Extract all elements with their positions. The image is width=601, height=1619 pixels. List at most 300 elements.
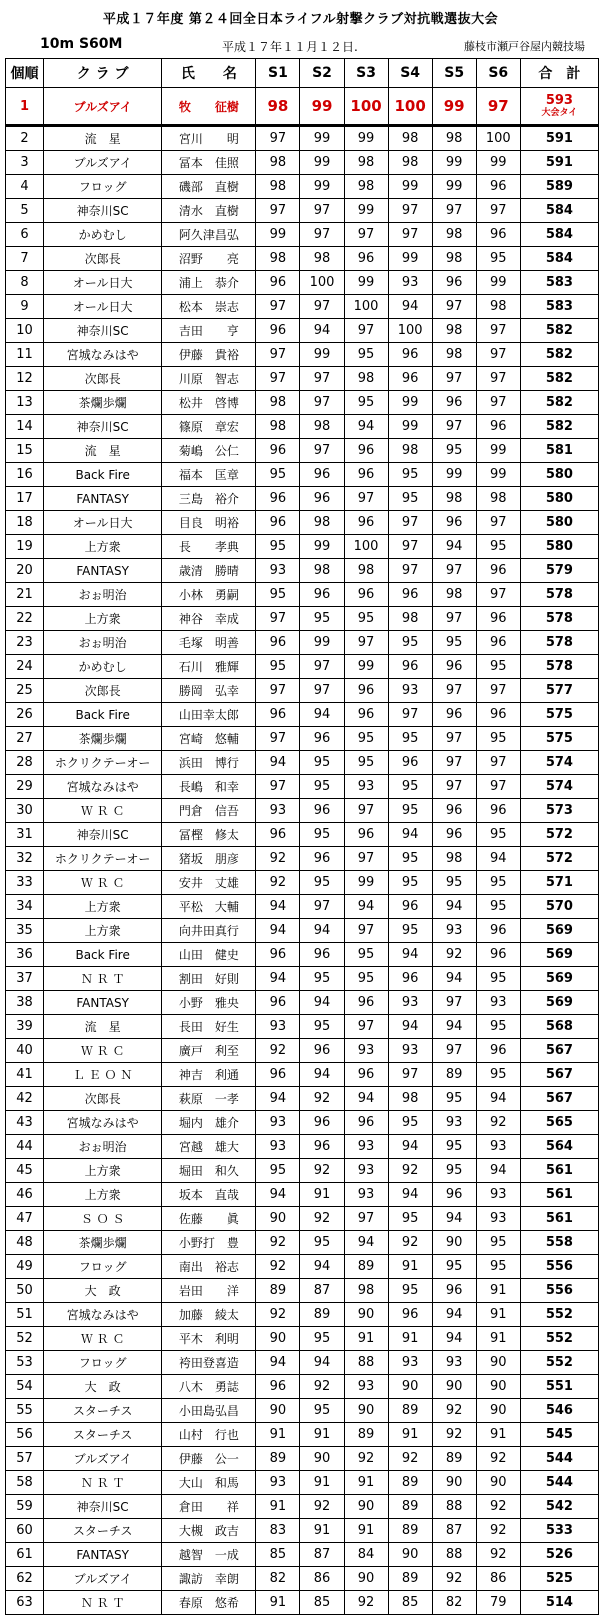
score-s5: 95 (432, 1255, 476, 1279)
score-s5: 99 (432, 175, 476, 199)
table-row (6, 631, 599, 655)
score-s2: 89 (300, 1303, 344, 1327)
table-row (6, 1135, 599, 1159)
score-s3: 99 (344, 655, 388, 679)
table-row (6, 919, 599, 943)
total-cell: 542 (520, 1495, 598, 1519)
rank-cell: 33 (6, 871, 44, 895)
name-cell: 吉田 亨 (162, 319, 256, 343)
score-s1: 93 (256, 1135, 300, 1159)
club-cell: 神奈川SC (44, 415, 162, 439)
score-s4: 97 (388, 223, 432, 247)
table-row (6, 1519, 599, 1543)
score-s5: 93 (432, 1351, 476, 1375)
name-cell: 宮川 明 (162, 126, 256, 151)
score-s2: 91 (300, 1519, 344, 1543)
table-row (6, 511, 599, 535)
score-s3: 98 (344, 151, 388, 175)
club-cell: おぉ明治 (44, 583, 162, 607)
score-s6: 97 (476, 367, 520, 391)
club-cell: オール日大 (44, 271, 162, 295)
score-s6: 95 (476, 1015, 520, 1039)
club-cell: Ｗ Ｒ Ｃ (44, 871, 162, 895)
score-s5: 97 (432, 415, 476, 439)
rank-cell: 58 (6, 1471, 44, 1495)
score-s4: 99 (388, 247, 432, 271)
name-cell: 牧 征樹 (162, 88, 256, 126)
score-s2: 98 (300, 415, 344, 439)
total-cell: 552 (520, 1327, 598, 1351)
score-s1: 95 (256, 463, 300, 487)
name-cell: 大山 和馬 (162, 1471, 256, 1495)
score-s1: 89 (256, 1279, 300, 1303)
name-cell: 歳清 勝晴 (162, 559, 256, 583)
club-cell: Ｎ Ｒ Ｔ (44, 1591, 162, 1615)
rank-cell: 48 (6, 1231, 44, 1255)
score-s4: 97 (388, 703, 432, 727)
score-s3: 98 (344, 175, 388, 199)
rank-cell: 27 (6, 727, 44, 751)
club-cell: 上方衆 (44, 535, 162, 559)
total-cell: 591 (520, 126, 598, 151)
score-s5: 97 (432, 727, 476, 751)
score-s2: 94 (300, 919, 344, 943)
score-s6: 90 (476, 1375, 520, 1399)
score-s2: 97 (300, 367, 344, 391)
table-row (6, 1591, 599, 1615)
table-row (6, 751, 599, 775)
score-s2: 96 (300, 463, 344, 487)
col-header-s3: S3 (344, 59, 388, 88)
score-s5: 97 (432, 775, 476, 799)
score-s1: 96 (256, 487, 300, 511)
score-s4: 96 (388, 895, 432, 919)
score-s2: 96 (300, 799, 344, 823)
score-s6: 96 (476, 559, 520, 583)
table-row (6, 1255, 599, 1279)
rank-cell: 62 (6, 1567, 44, 1591)
club-cell: 次郎長 (44, 247, 162, 271)
score-s1: 92 (256, 1303, 300, 1327)
name-cell: 三島 裕介 (162, 487, 256, 511)
score-s4: 94 (388, 295, 432, 319)
score-s2: 92 (300, 1207, 344, 1231)
name-cell: 八木 勇誌 (162, 1375, 256, 1399)
score-s6: 94 (476, 847, 520, 871)
score-s6: 97 (476, 679, 520, 703)
club-cell: 次郎長 (44, 1087, 162, 1111)
name-cell: 神谷 幸成 (162, 607, 256, 631)
col-header-club: ク ラ ブ (44, 59, 162, 88)
rank-cell: 39 (6, 1015, 44, 1039)
total-cell: 574 (520, 751, 598, 775)
score-s6: 95 (476, 727, 520, 751)
score-s3: 96 (344, 679, 388, 703)
score-s4: 95 (388, 871, 432, 895)
table-row (6, 391, 599, 415)
score-s4: 91 (388, 1255, 432, 1279)
total-cell: 569 (520, 991, 598, 1015)
rank-cell: 13 (6, 391, 44, 415)
name-cell: 小田島弘昌 (162, 1399, 256, 1423)
score-s6: 96 (476, 607, 520, 631)
score-s1: 98 (256, 391, 300, 415)
score-s5: 94 (432, 967, 476, 991)
score-s4: 89 (388, 1495, 432, 1519)
table-row (6, 847, 599, 871)
name-cell: 向井田真行 (162, 919, 256, 943)
score-s4: 99 (388, 391, 432, 415)
score-s6: 100 (476, 126, 520, 151)
score-s6: 95 (476, 823, 520, 847)
score-s3: 96 (344, 703, 388, 727)
name-cell: 長田 好生 (162, 1015, 256, 1039)
score-s2: 95 (300, 871, 344, 895)
table-row (6, 871, 599, 895)
rank-cell: 47 (6, 1207, 44, 1231)
score-s3: 95 (344, 343, 388, 367)
name-cell: 堀田 和久 (162, 1159, 256, 1183)
rank-cell: 11 (6, 343, 44, 367)
score-s6: 95 (476, 967, 520, 991)
table-row (6, 1207, 599, 1231)
score-s2: 90 (300, 1447, 344, 1471)
score-s3: 95 (344, 751, 388, 775)
total-cell: 525 (520, 1567, 598, 1591)
club-cell: 宮城なみはや (44, 775, 162, 799)
score-s5: 96 (432, 799, 476, 823)
club-cell: 流 星 (44, 439, 162, 463)
score-s2: 97 (300, 391, 344, 415)
club-cell: 大 政 (44, 1375, 162, 1399)
club-cell: ブルズアイ (44, 151, 162, 175)
score-s1: 89 (256, 1447, 300, 1471)
score-s3: 97 (344, 223, 388, 247)
score-s2: 99 (300, 151, 344, 175)
name-cell: 毛塚 明善 (162, 631, 256, 655)
total-cell: 558 (520, 1231, 598, 1255)
score-s5: 92 (432, 1567, 476, 1591)
total-cell: 578 (520, 583, 598, 607)
name-cell: 廣戸 利至 (162, 1039, 256, 1063)
score-s2: 94 (300, 703, 344, 727)
score-s3: 99 (344, 199, 388, 223)
score-s2: 96 (300, 487, 344, 511)
event-venue: 藤枝市瀬戸谷屋内競技場 (464, 40, 585, 53)
score-s2: 97 (300, 295, 344, 319)
rank-cell: 56 (6, 1423, 44, 1447)
score-s2: 95 (300, 607, 344, 631)
name-cell: 山村 行也 (162, 1423, 256, 1447)
score-s2: 91 (300, 1423, 344, 1447)
score-s3: 95 (344, 607, 388, 631)
rank-cell: 1 (6, 88, 44, 126)
score-s3: 92 (344, 1447, 388, 1471)
score-s1: 83 (256, 1519, 300, 1543)
score-s5: 90 (432, 1231, 476, 1255)
score-s6: 95 (476, 1231, 520, 1255)
score-s5: 87 (432, 1519, 476, 1543)
table-row (6, 703, 599, 727)
score-s3: 94 (344, 895, 388, 919)
score-s4: 95 (388, 919, 432, 943)
table-row (6, 199, 599, 223)
club-cell: ブルズアイ (44, 1447, 162, 1471)
total-cell: 526 (520, 1543, 598, 1567)
score-s4: 92 (388, 1231, 432, 1255)
score-s4: 94 (388, 1135, 432, 1159)
score-s4: 90 (388, 1543, 432, 1567)
score-s2: 100 (300, 271, 344, 295)
table-row (6, 415, 599, 439)
rank-cell: 54 (6, 1375, 44, 1399)
name-cell: 坂本 直哉 (162, 1183, 256, 1207)
score-s4: 95 (388, 463, 432, 487)
club-cell: Back Fire (44, 943, 162, 967)
club-cell: Ｗ Ｒ Ｃ (44, 1327, 162, 1351)
score-s4: 91 (388, 1423, 432, 1447)
name-cell: 小林 勇嗣 (162, 583, 256, 607)
score-s4: 94 (388, 1015, 432, 1039)
table-row (6, 1543, 599, 1567)
total-cell: 567 (520, 1063, 598, 1087)
score-s2: 92 (300, 1495, 344, 1519)
table-row (6, 367, 599, 391)
score-s1: 94 (256, 1183, 300, 1207)
table-row (6, 823, 599, 847)
score-s4: 94 (388, 1183, 432, 1207)
score-s1: 99 (256, 223, 300, 247)
club-cell: 茶爛歩爛 (44, 727, 162, 751)
score-s6: 95 (476, 535, 520, 559)
score-s1: 97 (256, 727, 300, 751)
name-cell: 沼野 亮 (162, 247, 256, 271)
total-cell: 591 (520, 151, 598, 175)
score-s4: 96 (388, 967, 432, 991)
results-table (5, 58, 599, 1615)
score-s1: 96 (256, 943, 300, 967)
total-cell: 567 (520, 1087, 598, 1111)
score-s2: 96 (300, 847, 344, 871)
event-name: 10m S60M (40, 36, 123, 52)
club-cell: 上方衆 (44, 1183, 162, 1207)
total-cell: 545 (520, 1423, 598, 1447)
score-s1: 91 (256, 1423, 300, 1447)
score-s3: 95 (344, 967, 388, 991)
rank-cell: 46 (6, 1183, 44, 1207)
score-s5: 95 (432, 871, 476, 895)
score-s3: 94 (344, 1087, 388, 1111)
rank-cell: 2 (6, 126, 44, 151)
score-s2: 98 (300, 511, 344, 535)
rank-cell: 10 (6, 319, 44, 343)
score-s6: 92 (476, 1543, 520, 1567)
score-s5: 97 (432, 679, 476, 703)
rank-cell: 6 (6, 223, 44, 247)
table-row (6, 271, 599, 295)
rank-cell: 61 (6, 1543, 44, 1567)
score-s4: 100 (388, 319, 432, 343)
table-row (6, 799, 599, 823)
score-s2: 98 (300, 559, 344, 583)
score-s4: 97 (388, 1063, 432, 1087)
score-s1: 96 (256, 631, 300, 655)
score-s4: 96 (388, 343, 432, 367)
score-s6: 99 (476, 151, 520, 175)
club-cell: FANTASY (44, 1543, 162, 1567)
name-cell: 山田幸太郎 (162, 703, 256, 727)
col-header-s2: S2 (300, 59, 344, 88)
score-s4: 92 (388, 1159, 432, 1183)
table-row (6, 1063, 599, 1087)
name-cell: 浜田 博行 (162, 751, 256, 775)
score-s1: 96 (256, 319, 300, 343)
score-s1: 94 (256, 1351, 300, 1375)
score-s1: 95 (256, 655, 300, 679)
name-cell: 諏訪 幸朗 (162, 1567, 256, 1591)
score-s2: 95 (300, 1399, 344, 1423)
score-s4: 95 (388, 487, 432, 511)
rank-cell: 31 (6, 823, 44, 847)
table-row (6, 535, 599, 559)
score-s3: 90 (344, 1567, 388, 1591)
score-s1: 98 (256, 415, 300, 439)
score-s2: 85 (300, 1591, 344, 1615)
score-s1: 95 (256, 535, 300, 559)
name-cell: 福本 匡章 (162, 463, 256, 487)
rank-cell: 32 (6, 847, 44, 871)
rank-cell: 41 (6, 1063, 44, 1087)
score-s2: 87 (300, 1543, 344, 1567)
record-note: 大会タイ (541, 108, 578, 118)
score-s3: 93 (344, 775, 388, 799)
rank-cell: 7 (6, 247, 44, 271)
club-cell: 上方衆 (44, 607, 162, 631)
score-s1: 82 (256, 1567, 300, 1591)
total-cell: 552 (520, 1303, 598, 1327)
total-cell: 544 (520, 1471, 598, 1495)
score-s6: 96 (476, 919, 520, 943)
score-s5: 97 (432, 367, 476, 391)
score-s1: 94 (256, 895, 300, 919)
score-s4: 90 (388, 1375, 432, 1399)
club-cell: Back Fire (44, 463, 162, 487)
score-s6: 98 (476, 487, 520, 511)
winner-row (6, 88, 599, 126)
score-s2: 92 (300, 1087, 344, 1111)
total-cell: 581 (520, 439, 598, 463)
score-s5: 97 (432, 991, 476, 1015)
club-cell: スターチス (44, 1423, 162, 1447)
rank-cell: 28 (6, 751, 44, 775)
rank-cell: 37 (6, 967, 44, 991)
club-cell: Ｎ Ｒ Ｔ (44, 967, 162, 991)
score-s3: 99 (344, 126, 388, 151)
total-cell: 552 (520, 1351, 598, 1375)
rank-cell: 16 (6, 463, 44, 487)
rank-cell: 49 (6, 1255, 44, 1279)
score-s2: 95 (300, 823, 344, 847)
score-s6: 90 (476, 1471, 520, 1495)
score-s5: 99 (432, 151, 476, 175)
score-s1: 95 (256, 1159, 300, 1183)
score-s6: 96 (476, 223, 520, 247)
total-cell: 577 (520, 679, 598, 703)
score-s4: 95 (388, 1207, 432, 1231)
total-cell: 584 (520, 247, 598, 271)
score-s1: 96 (256, 271, 300, 295)
score-s2: 96 (300, 1039, 344, 1063)
score-s5: 93 (432, 1111, 476, 1135)
rank-cell: 45 (6, 1159, 44, 1183)
total-cell: 582 (520, 319, 598, 343)
score-s3: 98 (344, 367, 388, 391)
header-row (6, 59, 599, 88)
name-cell: 長嶋 和幸 (162, 775, 256, 799)
score-s4: 96 (388, 583, 432, 607)
total-value: 593 (545, 93, 573, 108)
table-row (6, 607, 599, 631)
score-s5: 95 (432, 439, 476, 463)
table-row (6, 1087, 599, 1111)
club-cell: 茶爛歩爛 (44, 1231, 162, 1255)
score-s1: 94 (256, 919, 300, 943)
score-s6: 95 (476, 1063, 520, 1087)
score-s4: 98 (388, 126, 432, 151)
table-row (6, 1279, 599, 1303)
score-s3: 97 (344, 631, 388, 655)
rank-cell: 24 (6, 655, 44, 679)
total-cell: 567 (520, 1039, 598, 1063)
total-cell: 572 (520, 847, 598, 871)
score-s6: 92 (476, 1111, 520, 1135)
club-cell: 上方衆 (44, 895, 162, 919)
score-s3: 96 (344, 823, 388, 847)
total-cell: 551 (520, 1375, 598, 1399)
table-row (6, 343, 599, 367)
score-s2: 97 (300, 895, 344, 919)
score-s1: 96 (256, 991, 300, 1015)
score-s3: 100 (344, 295, 388, 319)
total-cell: 556 (520, 1255, 598, 1279)
score-s1: 98 (256, 175, 300, 199)
name-cell: 加藤 綾太 (162, 1303, 256, 1327)
score-s3: 88 (344, 1351, 388, 1375)
score-s1: 97 (256, 343, 300, 367)
score-s2: 97 (300, 439, 344, 463)
score-s2: 94 (300, 319, 344, 343)
total-cell: 546 (520, 1399, 598, 1423)
club-cell: Ｗ Ｒ Ｃ (44, 799, 162, 823)
score-s4: 100 (388, 88, 432, 126)
score-s6: 90 (476, 1351, 520, 1375)
rank-cell: 63 (6, 1591, 44, 1615)
score-s1: 97 (256, 679, 300, 703)
rank-cell: 22 (6, 607, 44, 631)
table-row (6, 1327, 599, 1351)
club-cell: 次郎長 (44, 367, 162, 391)
club-cell: おぉ明治 (44, 1135, 162, 1159)
club-cell: Ｗ Ｒ Ｃ (44, 1039, 162, 1063)
score-s1: 98 (256, 88, 300, 126)
score-s3: 94 (344, 415, 388, 439)
score-s2: 99 (300, 126, 344, 151)
score-s1: 94 (256, 1087, 300, 1111)
score-s1: 92 (256, 1255, 300, 1279)
rank-cell: 25 (6, 679, 44, 703)
rank-cell: 40 (6, 1039, 44, 1063)
total-cell: 574 (520, 775, 598, 799)
